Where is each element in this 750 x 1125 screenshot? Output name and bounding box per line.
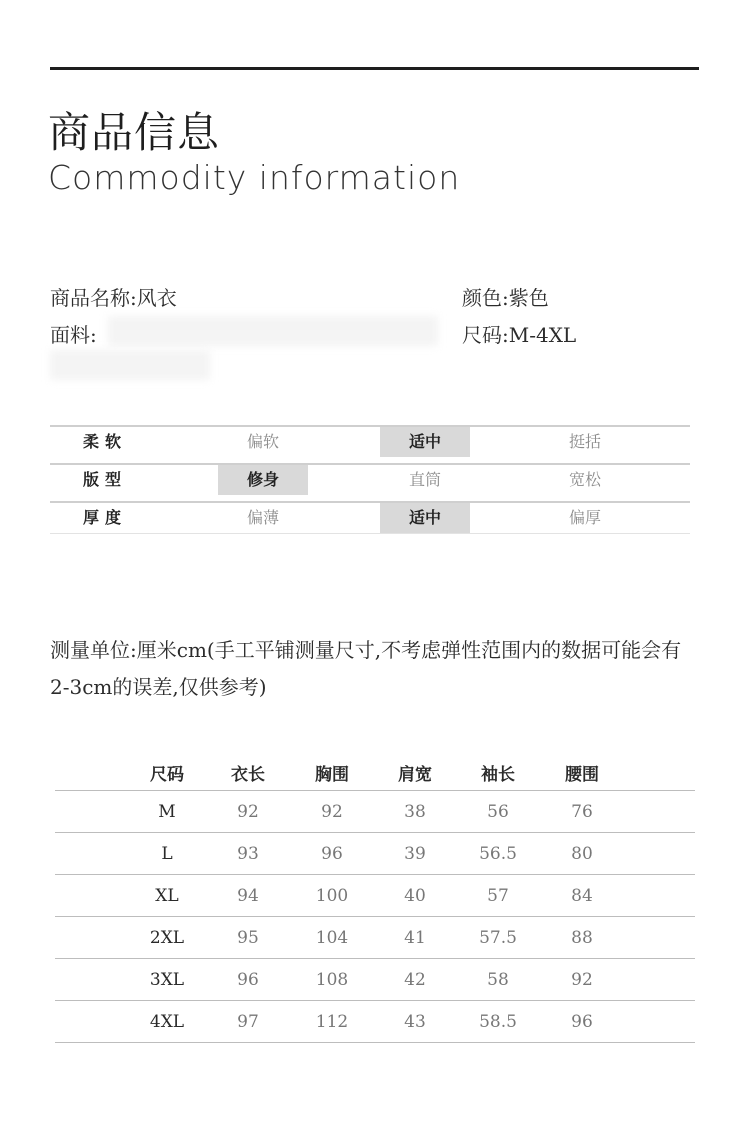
redacted-fabric xyxy=(108,316,438,346)
attr-label: 厚度 xyxy=(82,508,127,527)
page-title: 商品信息 xyxy=(48,108,221,157)
size-cell: 97 xyxy=(237,1012,259,1032)
size-cell: 104 xyxy=(315,928,349,948)
product-fabric: 面料: xyxy=(50,323,97,347)
size-cell: 76 xyxy=(571,802,593,822)
attr-option-selected: 适中 xyxy=(380,503,470,533)
page-subtitle: Commodity information xyxy=(48,158,461,197)
size-cell: 88 xyxy=(571,928,593,948)
size-header-cell: 袖长 xyxy=(481,765,515,785)
size-cell: 58 xyxy=(487,970,509,990)
attr-row-fit xyxy=(50,463,690,495)
size-cell: 108 xyxy=(315,970,349,990)
top-divider xyxy=(50,67,699,70)
table-row xyxy=(55,958,695,1001)
attr-row-thickness xyxy=(50,501,690,534)
size-cell: 92 xyxy=(237,802,259,822)
size-cell: 56 xyxy=(487,802,509,822)
size-cell: 94 xyxy=(237,886,259,906)
size-cell: 96 xyxy=(321,844,343,864)
size-cell: 43 xyxy=(404,1012,426,1032)
attr-row-softness xyxy=(50,425,690,457)
size-cell: 93 xyxy=(237,844,259,864)
size-header-cell: 尺码 xyxy=(150,765,184,785)
size-cell: 41 xyxy=(404,928,426,948)
table-row xyxy=(55,874,695,917)
size-cell: 92 xyxy=(571,970,593,990)
size-table-bottom-rule xyxy=(55,1042,695,1043)
size-cell: L xyxy=(161,844,173,864)
product-color: 颜色:紫色 xyxy=(462,286,549,310)
size-cell: 38 xyxy=(404,802,426,822)
attr-label: 柔软 xyxy=(82,432,127,451)
attr-option: 挺括 xyxy=(568,432,601,451)
product-name: 商品名称:风衣 xyxy=(50,286,177,310)
size-cell: 57 xyxy=(487,886,509,906)
size-cell: 80 xyxy=(571,844,593,864)
size-cell: 95 xyxy=(237,928,259,948)
size-cell: 40 xyxy=(404,886,426,906)
attribute-table xyxy=(50,425,690,540)
attr-option: 偏薄 xyxy=(246,508,279,527)
size-header-cell: 腰围 xyxy=(565,765,599,785)
size-cell: 39 xyxy=(404,844,426,864)
table-row xyxy=(55,790,695,833)
measurement-note: 测量单位:厘米cm(手工平铺测量尺寸,不考虑弹性范围内的数据可能会有2-3cm的误差,仅供参考) xyxy=(50,638,682,699)
attr-label: 版型 xyxy=(82,470,127,489)
size-cell: 57.5 xyxy=(479,928,517,948)
redacted-fabric-2 xyxy=(50,350,210,380)
attr-option: 偏软 xyxy=(246,432,279,451)
size-header-cell: 肩宽 xyxy=(398,765,432,785)
size-cell: 4XL xyxy=(149,1012,185,1032)
size-cell: 56.5 xyxy=(479,844,517,864)
size-cell: 100 xyxy=(315,886,349,906)
attr-option: 直筒 xyxy=(408,470,441,489)
size-cell: 2XL xyxy=(149,928,185,948)
size-cell: 92 xyxy=(321,802,343,822)
size-cell: XL xyxy=(155,886,179,906)
table-row xyxy=(55,1000,695,1043)
table-row xyxy=(55,832,695,875)
size-cell: 42 xyxy=(404,970,426,990)
size-table-header xyxy=(55,760,695,790)
size-cell: M xyxy=(158,802,176,822)
size-cell: 112 xyxy=(315,1012,349,1032)
attr-option-selected: 修身 xyxy=(218,465,308,495)
product-size-range: 尺码:M-4XL xyxy=(462,323,577,347)
size-cell: 96 xyxy=(571,1012,593,1032)
attr-option-selected: 适中 xyxy=(380,427,470,457)
size-header-cell: 衣长 xyxy=(231,765,265,785)
size-header-cell: 胸围 xyxy=(315,765,349,785)
size-cell: 3XL xyxy=(149,970,185,990)
size-cell: 58.5 xyxy=(479,1012,517,1032)
attr-option: 宽松 xyxy=(568,470,601,489)
table-row xyxy=(55,916,695,959)
size-cell: 84 xyxy=(571,886,593,906)
attr-option: 偏厚 xyxy=(568,508,601,527)
size-cell: 96 xyxy=(237,970,259,990)
